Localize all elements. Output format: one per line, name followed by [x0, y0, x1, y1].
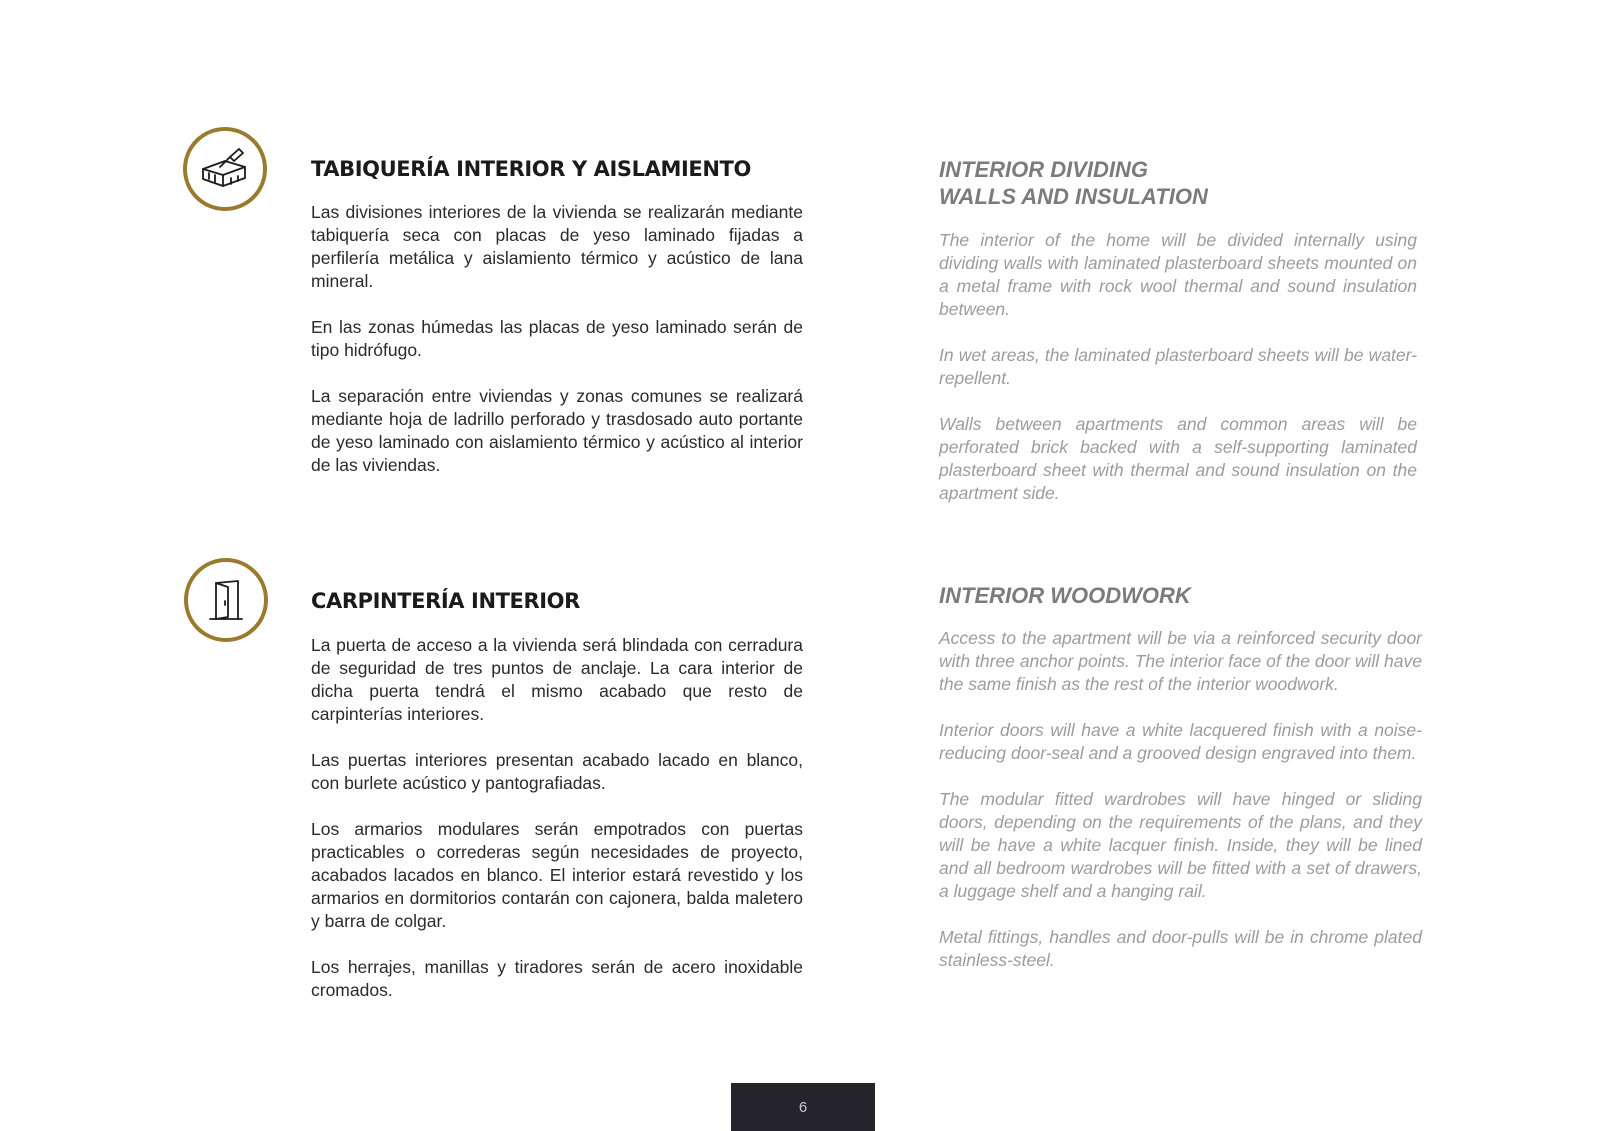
section-title-es: CARPINTERÍA INTERIOR — [311, 589, 580, 613]
paragraph: In wet areas, the laminated plasterboard sheets will be water-repellent. — [939, 345, 1417, 388]
paragraph: Access to the apartment will be via a reinforced security door with three anchor points. The interior face of the door will have the same finish as the rest of the interior woodwork. — [939, 628, 1422, 694]
section-body-es — [311, 201, 803, 500]
paragraph: La puerta de acceso a la vivienda será blindada con cerradura de seguridad de tres puntos de anclaje. La cara interior de dicha puerta tendrá el mismo acabado que resto de carpinterías interiores. — [311, 635, 803, 724]
section-title-en: INTERIOR WOODWORK — [939, 583, 1191, 608]
section-body-en — [939, 229, 1417, 528]
paragraph: Los herrajes, manillas y tiradores serán de acero inoxidable cromados. — [311, 957, 803, 1000]
section-body-en — [939, 627, 1422, 995]
paragraph: The modular fitted wardrobes will have hinged or sliding doors, depending on the requirements of the plans, and they will be have a white lacquer finish. Inside, they will be lined and all bedroom wardrobes will be fitted with a set of drawers, a luggage shelf and a hanging rail. — [939, 789, 1422, 901]
paragraph: Los armarios modulares serán empotrados con puertas practicables o correderas según necesidades de proyecto, acabados lacados en blanco. El interior estará revestido y los armarios en dormitorios contarán con cajonera, balda maletero y barra de colgar. — [311, 819, 803, 931]
paragraph: Las divisiones interiores de la vivienda se realizarán mediante tabiquería seca con placas de yeso laminado fijadas a perfilería metálica y aislamiento térmico y acústico de lana mineral. — [311, 202, 803, 291]
paragraph: The interior of the home will be divided internally using dividing walls with laminated plasterboard sheets mounted on a metal frame with rock wool thermal and sound insulation between. — [939, 230, 1417, 319]
section-body-es — [311, 634, 803, 1025]
door-icon — [184, 558, 268, 642]
section-title-es: TABIQUERÍA INTERIOR Y AISLAMIENTO — [311, 157, 751, 181]
paragraph: La separación entre viviendas y zonas comunes se realizará mediante hoja de ladrillo perforado y trasdosado auto portante de yeso laminado con aislamiento térmico y acústico al interior de las viviendas. — [311, 386, 803, 475]
paragraph: Interior doors will have a white lacquered finish with a noise-reducing door-seal and a grooved design engraved into them. — [939, 720, 1422, 763]
paragraph: En las zonas húmedas las placas de yeso laminado serán de tipo hidrófugo. — [311, 317, 803, 360]
section-title-en: INTERIOR DIVIDING WALLS AND INSULATION — [939, 157, 1208, 209]
paragraph: Walls between apartments and common areas will be perforated brick backed with a self-supporting laminated plasterboard sheet with thermal and sound insulation on the apartment side. — [939, 414, 1417, 503]
page-number: 6 — [731, 1083, 875, 1131]
paragraph: Metal fittings, handles and door-pulls will be in chrome plated stainless-steel. — [939, 927, 1422, 970]
paragraph: Las puertas interiores presentan acabado lacado en blanco, con burlete acústico y pantografiadas. — [311, 750, 803, 793]
brick-trowel-icon — [183, 127, 267, 211]
